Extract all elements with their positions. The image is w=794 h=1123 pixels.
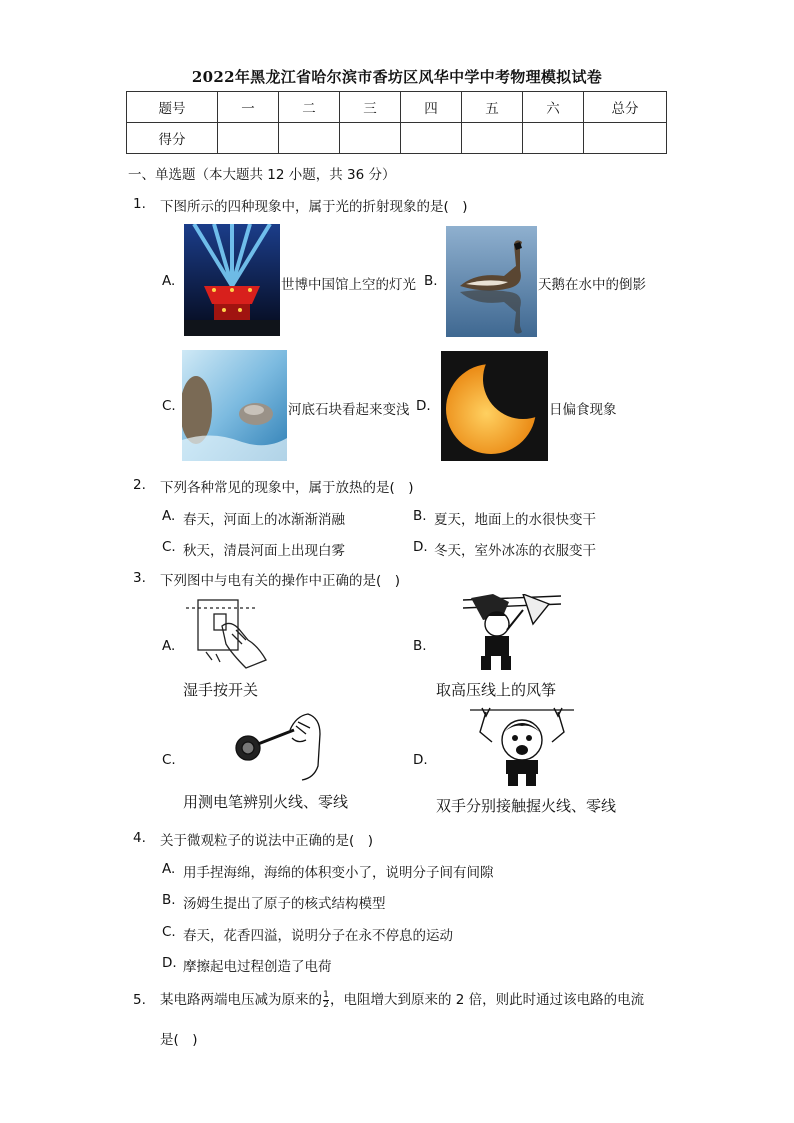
option-text: 汤姆生提出了原子的核式结构模型: [183, 896, 386, 912]
score-cell: [584, 123, 667, 154]
score-header-cell: 四: [401, 92, 462, 123]
option-letter: B.: [424, 273, 438, 289]
riverbed-stone-icon: [182, 350, 287, 461]
option-letter: D.: [413, 752, 428, 768]
fraction-denominator: 2: [323, 999, 329, 1010]
option-letter: D.: [162, 955, 177, 971]
option-text: 春天，河面上的冰渐渐消融: [183, 512, 345, 528]
solar-eclipse-icon: [441, 351, 548, 461]
question-number: 4.: [133, 830, 146, 846]
fraction-numerator: 1: [323, 989, 329, 1000]
option-caption: 湿手按开关: [183, 681, 259, 699]
score-header-cell: 总分: [584, 92, 667, 123]
score-cell: [218, 123, 279, 154]
option-letter: C.: [162, 752, 176, 768]
section-heading: 一、单选题（本大题共 12 小题，共 36 分）: [128, 167, 396, 183]
option-letter: B.: [413, 508, 427, 524]
option-text: 用手捏海绵，海绵的体积变小了，说明分子间有间隙: [183, 865, 494, 881]
score-header-cell: 一: [218, 92, 279, 123]
goose-reflection-icon: [446, 226, 537, 337]
hand-switch-icon: [186, 594, 278, 670]
score-row-label: 得分: [127, 123, 218, 154]
option-letter: A.: [162, 861, 176, 877]
score-header-cell: 六: [523, 92, 584, 123]
score-header-cell: 三: [340, 92, 401, 123]
score-table-score-row: [127, 123, 667, 154]
option-letter: C.: [162, 924, 176, 940]
question-5-text-continued: 是( ): [160, 1032, 198, 1048]
expo-pavilion-lights-image: [184, 224, 280, 336]
question-5-text-part: 某电路两端电压减为原来的: [160, 992, 322, 1008]
option-text: 摩擦起电过程创造了电荷: [183, 959, 332, 975]
score-cell: [523, 123, 584, 154]
option-letter: A.: [162, 273, 176, 289]
question-5-text: [160, 988, 644, 1010]
option-text: 夏天，地面上的水很快变干: [434, 512, 596, 528]
question-number: 3.: [133, 570, 146, 586]
option-letter: C.: [162, 539, 176, 555]
expo-pavilion-lights-icon: [184, 224, 280, 336]
test-pen-icon: [232, 708, 324, 784]
goose-reflection-image: [446, 226, 537, 337]
score-cell: [401, 123, 462, 154]
question-3-text: 下列图中与电有关的操作中正确的是( ): [160, 573, 401, 589]
kite-high-voltage-line-image: [463, 594, 561, 670]
question-1-text: 下图所示的四种现象中，属于光的折射现象的是( ): [160, 199, 468, 215]
option-text: 河底石块看起来变浅: [288, 402, 410, 418]
exam-title: 2022年黑龙江省哈尔滨市香坊区风华中学中考物理模拟试卷: [191, 68, 603, 86]
score-header-cell: 二: [279, 92, 340, 123]
option-letter: B.: [162, 892, 176, 908]
fraction-one-half: [323, 991, 329, 1010]
score-header-cell: 五: [462, 92, 523, 123]
question-number: 2.: [133, 477, 146, 493]
question-number: 1.: [133, 196, 146, 212]
option-caption: 用测电笔辨别火线、零线: [183, 793, 349, 811]
score-cell: [462, 123, 523, 154]
option-text: 冬天，室外冰冻的衣服变干: [434, 543, 596, 559]
wet-hand-switch-image: [186, 594, 278, 670]
option-text: 世博中国馆上空的灯光: [281, 277, 416, 293]
partial-solar-eclipse-image: [441, 351, 548, 461]
option-caption: 取高压线上的风筝: [436, 681, 557, 699]
question-5-text-part: ，电阻增大到原来的 2 倍，则此时通过该电路的电流: [330, 992, 645, 1008]
score-cell: [279, 123, 340, 154]
riverbed-stone-image: [182, 350, 287, 461]
option-letter: A.: [162, 508, 176, 524]
score-cell: [340, 123, 401, 154]
question-4-text: 关于微观粒子的说法中正确的是( ): [160, 833, 374, 849]
test-pen-image: [232, 708, 324, 784]
shock-person-icon: [470, 706, 574, 786]
question-number: 5.: [133, 992, 146, 1008]
option-text: 天鹅在水中的倒影: [538, 277, 646, 293]
score-header-cell: 题号: [127, 92, 218, 123]
option-letter: D.: [413, 539, 428, 555]
option-letter: A.: [162, 638, 176, 654]
option-text: 秋天，清晨河面上出现白雾: [183, 543, 345, 559]
score-table: [126, 91, 667, 154]
score-table-header-row: [127, 92, 667, 123]
question-2-text: 下列各种常见的现象中，属于放热的是( ): [160, 480, 414, 496]
option-letter: D.: [416, 398, 431, 414]
option-letter: B.: [413, 638, 427, 654]
option-caption: 双手分别接触握火线、零线: [436, 797, 617, 815]
option-text: 春天，花香四溢，说明分子在永不停息的运动: [183, 928, 453, 944]
option-letter: C.: [162, 398, 176, 414]
two-hands-wires-image: [470, 706, 574, 786]
option-text: 日偏食现象: [549, 402, 617, 418]
kite-power-line-icon: [463, 594, 561, 670]
